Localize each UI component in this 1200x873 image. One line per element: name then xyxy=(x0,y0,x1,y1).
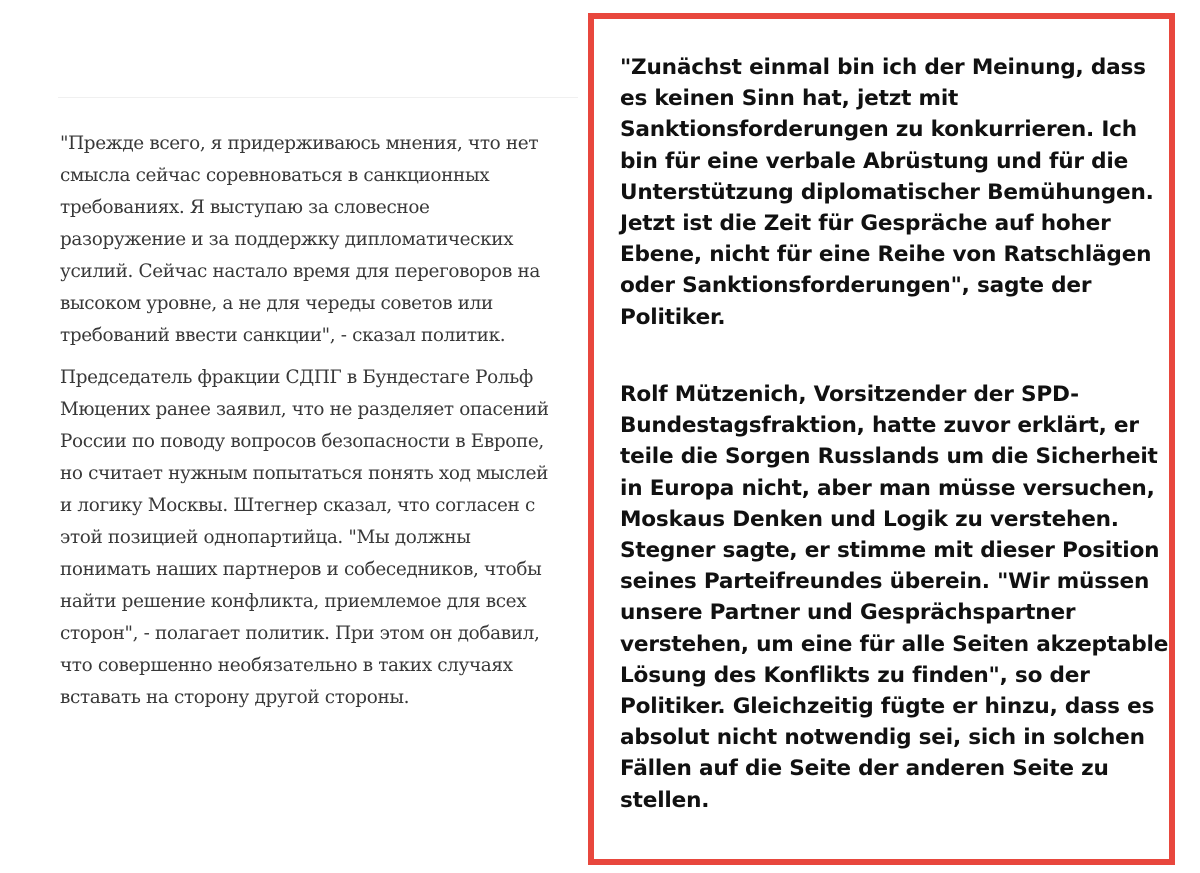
russian-paragraph-1: "Прежде всего, я придерживаюсь мнения, что нет смысла сейчас соревноваться в санкционных требованиях. Я выступаю за словесное разоружение и за поддержку дипломатических усилий. Сейчас настало время для переговоров на высоком уровне, а не для череды советов или требований ввести санкции", - сказал политик. xyxy=(60,133,540,346)
german-translation-box xyxy=(588,13,1175,865)
russian-paragraph-2: Председатель фракции СДПГ в Бундестаге Рольф Мюцених ранее заявил, что не разделяет опасений России по поводу вопросов безопасности в Европе, но считает нужным попытаться понять ход мыслей и логику Москвы. Штегнер сказал, что согласен с этой позицией однопартийца. "Мы должны понимать наших партнеров и собеседников, чтобы найти решение конфликта, приемлемое для всех сторон", - полагает политик. При этом он добавил, что совершенно необязательно в таких случаях вставать на сторону другой стороны. xyxy=(60,367,549,708)
german-paragraph-2: Rolf Mützenich, Vorsitzender der SPD- Bundestagsfraktion, hatte zuvor erklärt, er teile die Sorgen Russlands um die Sicherheit in Europa nicht, aber man müsse versuchen, Moskaus Denken und Logik zu verstehen. Stegner sagte, er stimme mit dieser Position seines Parteifreundes überein. "Wir müssen unsere Partner und Gesprächspartner verstehen, um eine für alle Seiten akzeptable Lösung des Konflikts zu finden", so der Politiker. Gleichzeitig fügte er hinzu, dass es absolut nicht notwendig sei, sich in solchen Fällen auf die Seite der anderen Seite zu stellen. xyxy=(620,382,1169,813)
article-divider xyxy=(58,97,578,98)
russian-article xyxy=(60,128,580,714)
german-paragraph-1: "Zunächst einmal bin ich der Meinung, dass es keinen Sinn hat, jetzt mit Sanktionsforderungen zu konkurrieren. Ich bin für eine verbale Abrüstung und für die Unterstützung diplomatischer Bemühungen. Jetzt ist die Zeit für Gespräche auf hoher Ebene, nicht für eine Reihe von Ratschlägen oder Sanktionsforderungen", sagte der Politiker. xyxy=(620,55,1154,330)
